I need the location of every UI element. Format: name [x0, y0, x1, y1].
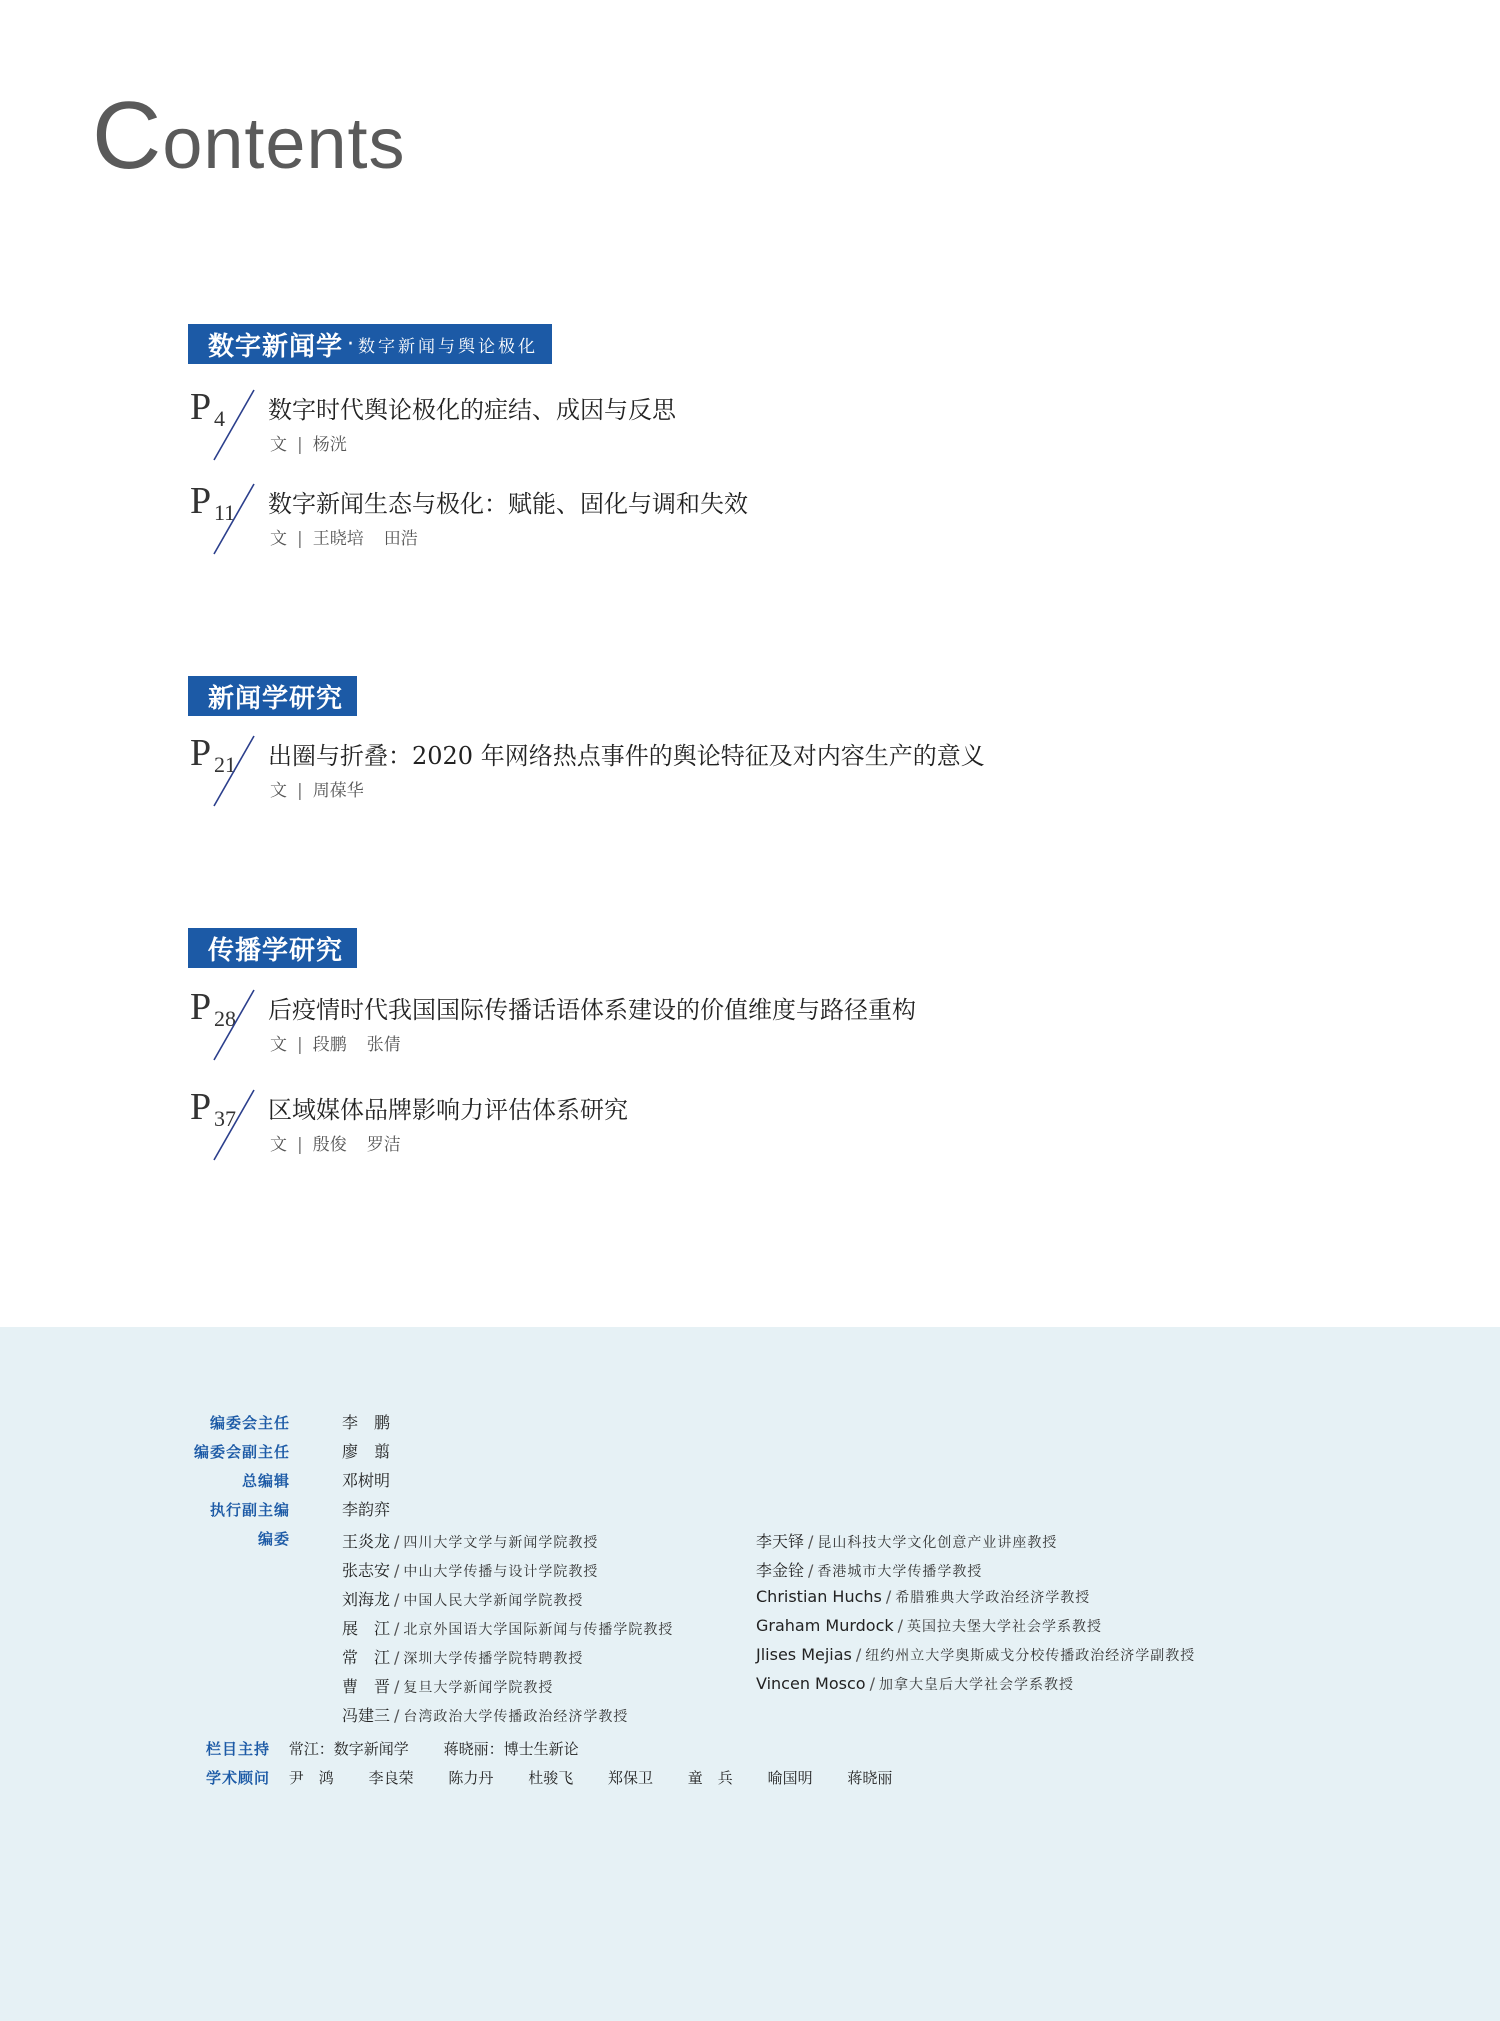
- column-host: 蒋晓丽：博士生新论: [443, 1740, 579, 1758]
- member-name: 刘海龙: [342, 1590, 391, 1609]
- page-prefix: P: [190, 986, 212, 1028]
- author-name: 张倩: [366, 1035, 401, 1055]
- board-role-name: 李 鹏: [342, 1413, 391, 1432]
- author-name: 王晓培: [312, 529, 364, 549]
- author-label: 文: [270, 781, 287, 801]
- board-member: [342, 1616, 673, 1639]
- advisors-row: [206, 1767, 922, 1788]
- member-name: 王炎龙: [342, 1532, 391, 1551]
- author-label: 文: [270, 1035, 287, 1055]
- board-member: [342, 1703, 628, 1726]
- advisor-name: 陈力丹: [448, 1769, 494, 1787]
- toc-entry[interactable]: [186, 986, 1086, 1066]
- page-num: 11: [214, 500, 236, 525]
- author-name: 田浩: [383, 529, 418, 549]
- board-member: [342, 1558, 598, 1581]
- author-label: 文: [270, 435, 287, 455]
- member-name: 冯建三: [342, 1706, 391, 1725]
- author-label: 文: [270, 529, 287, 549]
- board-member: [756, 1674, 1074, 1694]
- column-host: 常江：数字新闻学: [288, 1740, 409, 1758]
- member-separator: /: [394, 1677, 400, 1696]
- entry-authors: [270, 524, 418, 549]
- entry-title[interactable]: 后疫情时代我国国际传播话语体系建设的价值维度与路径重构: [268, 996, 916, 1024]
- page-num: 28: [214, 1006, 236, 1031]
- member-name: 常 江: [342, 1648, 391, 1667]
- board-role-name: 李韵弈: [342, 1500, 391, 1519]
- board-member: [342, 1587, 583, 1610]
- page-num: 37: [214, 1106, 236, 1131]
- board-role-label: 执行副主编: [209, 1501, 290, 1519]
- page-number: [190, 388, 260, 462]
- member-affiliation: 英国拉夫堡大学社会学系教授: [907, 1619, 1103, 1635]
- advisor-name: 尹 鸿: [288, 1769, 334, 1787]
- member-affiliation: 纽约州立大学奥斯威戈分校传播政治经济学副教授: [865, 1648, 1196, 1664]
- member-name: Jlises Mejias: [756, 1645, 852, 1664]
- section-name: 数字新闻学: [208, 331, 344, 362]
- toc-entry[interactable]: [186, 480, 1086, 560]
- member-affiliation: 昆山科技大学文化创意产业讲座教授: [817, 1535, 1058, 1551]
- board-role-label: 总编辑: [241, 1472, 290, 1490]
- author-separator: |: [297, 435, 303, 455]
- section-name: 传播学研究: [208, 935, 344, 966]
- section-header-journalism-research: [188, 676, 357, 716]
- member-name: Vincen Mosco: [756, 1674, 866, 1693]
- member-separator: /: [394, 1706, 400, 1725]
- title-initial: C: [92, 82, 163, 189]
- page-prefix: P: [190, 732, 212, 774]
- member-separator: /: [394, 1590, 400, 1609]
- member-name: 李金铨: [756, 1561, 805, 1580]
- member-name: Christian Huchs: [756, 1587, 882, 1606]
- entry-authors: [270, 776, 364, 801]
- toc-entry[interactable]: [186, 732, 1086, 812]
- page-prefix: P: [190, 386, 212, 428]
- member-affiliation: 香港城市大学传播学教授: [817, 1564, 983, 1580]
- member-name: 展 江: [342, 1619, 391, 1638]
- member-separator: /: [394, 1648, 400, 1667]
- slash-divider-icon: [208, 388, 258, 462]
- member-affiliation: 深圳大学传播学院特聘教授: [403, 1651, 584, 1667]
- author-separator: |: [297, 1035, 303, 1055]
- entry-title[interactable]: 出圈与折叠：2020 年网络热点事件的舆论特征及对内容生产的意义: [268, 742, 985, 770]
- advisor-name: 喻国明: [767, 1769, 813, 1787]
- slash-divider-icon: [208, 482, 258, 556]
- member-separator: /: [897, 1616, 904, 1635]
- advisor-name: 蒋晓丽: [847, 1769, 893, 1787]
- entry-title[interactable]: 区域媒体品牌影响力评估体系研究: [268, 1096, 628, 1124]
- author-label: 文: [270, 1135, 287, 1155]
- page-number: [190, 482, 260, 556]
- author-name: 段鹏: [312, 1035, 347, 1055]
- board-member: [756, 1645, 1195, 1665]
- member-separator: /: [855, 1645, 862, 1664]
- advisor-name: 郑保卫: [607, 1769, 653, 1787]
- member-separator: /: [808, 1561, 814, 1580]
- entry-authors: [270, 430, 347, 455]
- board-role-label: 编委会副主任: [193, 1443, 290, 1461]
- board-role-label: 编委会主任: [209, 1414, 290, 1432]
- board-role-name: 邓树明: [342, 1471, 391, 1490]
- member-affiliation: 北京外国语大学国际新闻与传播学院教授: [403, 1622, 674, 1638]
- section-subtitle: 数字新闻与舆论极化: [358, 336, 539, 357]
- board-role-name: 廖 翦: [342, 1442, 391, 1461]
- entry-title[interactable]: 数字时代舆论极化的症结、成因与反思: [268, 396, 676, 424]
- board-member: [756, 1616, 1102, 1636]
- advisors-label: 学术顾问: [206, 1769, 271, 1787]
- board-members-label: 编委: [257, 1530, 290, 1548]
- column-hosts-label: 栏目主持: [206, 1740, 271, 1758]
- advisor-name: 杜骏飞: [528, 1769, 574, 1787]
- page-number: [190, 734, 260, 808]
- section-dot: ·: [347, 331, 355, 357]
- author-separator: |: [297, 781, 303, 801]
- page-title: [92, 82, 406, 189]
- page-number: [190, 988, 260, 1062]
- author-name: 杨洸: [312, 435, 347, 455]
- entry-authors: [270, 1130, 401, 1155]
- member-affiliation: 加拿大皇后大学社会学系教授: [878, 1677, 1074, 1693]
- author-separator: |: [297, 1135, 303, 1155]
- page-num: 4: [214, 406, 225, 431]
- board-member: [342, 1674, 553, 1697]
- advisor-name: 童 兵: [687, 1769, 733, 1787]
- member-affiliation: 中山大学传播与设计学院教授: [403, 1564, 599, 1580]
- member-separator: /: [394, 1561, 400, 1580]
- column-hosts-row: [206, 1738, 609, 1759]
- board-member: [756, 1558, 982, 1581]
- advisor-name: 李良荣: [368, 1769, 414, 1787]
- section-header-communication-research: [188, 928, 357, 968]
- member-separator: /: [885, 1587, 892, 1606]
- page-number: [190, 1088, 260, 1162]
- entry-authors: [270, 1030, 401, 1055]
- board-member: [756, 1529, 1057, 1552]
- member-separator: /: [394, 1619, 400, 1638]
- member-affiliation: 希腊雅典大学政治经济学教授: [895, 1590, 1091, 1606]
- entry-title[interactable]: 数字新闻生态与极化：赋能、固化与调和失效: [268, 490, 748, 518]
- page-prefix: P: [190, 1086, 212, 1128]
- member-affiliation: 台湾政治大学传播政治经济学教授: [403, 1709, 629, 1725]
- author-name: 周葆华: [312, 781, 364, 801]
- page-prefix: P: [190, 480, 212, 522]
- slash-divider-icon: [208, 734, 258, 808]
- member-separator: /: [394, 1532, 400, 1551]
- board-member: [342, 1529, 598, 1552]
- toc-entry[interactable]: [186, 1086, 1086, 1166]
- author-name: 殷俊: [312, 1135, 347, 1155]
- page-num: 21: [214, 752, 236, 777]
- board-member: [342, 1645, 583, 1668]
- author-name: 罗洁: [366, 1135, 401, 1155]
- board-member: [756, 1587, 1090, 1607]
- section-name: 新闻学研究: [208, 683, 344, 714]
- editorial-board-panel: [0, 1327, 1500, 2021]
- section-header-digital-journalism: [188, 324, 552, 364]
- member-affiliation: 复旦大学新闻学院教授: [403, 1680, 554, 1696]
- member-affiliation: 四川大学文学与新闻学院教授: [403, 1535, 599, 1551]
- member-affiliation: 中国人民大学新闻学院教授: [403, 1593, 584, 1609]
- member-separator: /: [808, 1532, 814, 1551]
- toc-entry[interactable]: [186, 386, 1086, 466]
- slash-divider-icon: [208, 988, 258, 1062]
- member-name: 李天铎: [756, 1532, 805, 1551]
- member-separator: /: [869, 1674, 875, 1693]
- member-name: Graham Murdock: [756, 1616, 894, 1635]
- slash-divider-icon: [208, 1088, 258, 1162]
- member-name: 张志安: [342, 1561, 391, 1580]
- member-name: 曹 晋: [342, 1677, 391, 1696]
- title-rest: ontents: [162, 104, 406, 184]
- author-separator: |: [297, 529, 303, 549]
